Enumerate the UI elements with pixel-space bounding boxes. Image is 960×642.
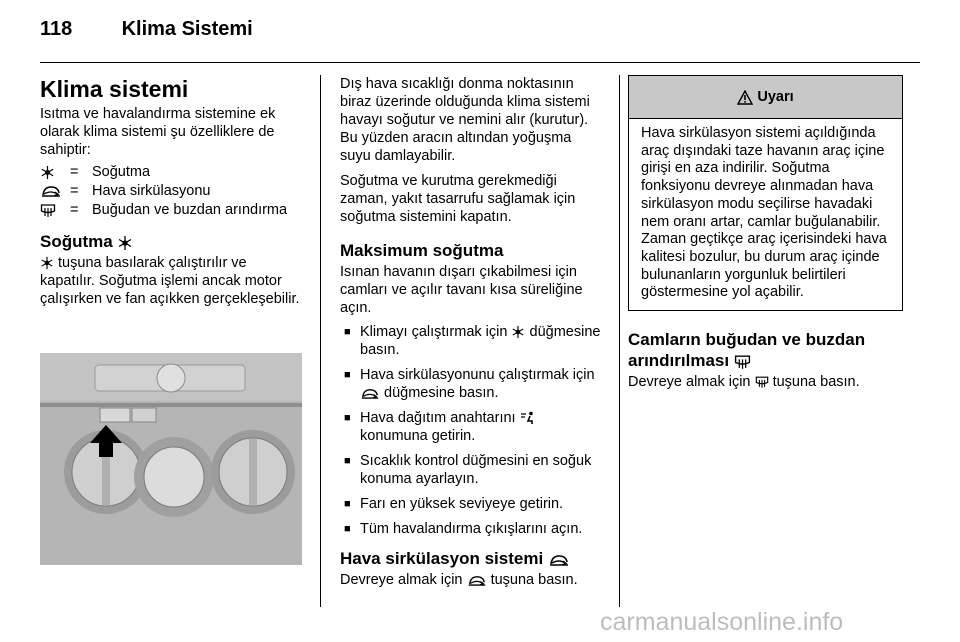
list-item: ■ Hava dağıtım anahtarını konumuna getirin. (340, 409, 605, 445)
definition-row: = Buğudan ve buzdan arındırma (40, 201, 302, 219)
defrost-icon (40, 203, 56, 218)
air-distribution-icon (520, 411, 536, 425)
defrost-text: Devreye almak için tuşuna basın. (628, 374, 860, 391)
warning-icon (737, 90, 753, 105)
warning-box (628, 75, 903, 311)
section-heading-klima: Klima sistemi (40, 76, 189, 102)
watermark: carmanualsonline.info (600, 608, 844, 636)
definition-text: Buğudan ve buzdan arındırma (92, 202, 288, 218)
column-1 (40, 75, 302, 315)
cooling-heading: Soğutma (40, 231, 302, 252)
definition-text: Soğutma (92, 164, 151, 180)
column-divider-2 (619, 75, 620, 607)
header-rule (40, 62, 920, 63)
recirculation-text: Devreye almak için tuşuna basın. (340, 572, 578, 588)
max-cooling-text: Isınan havanın dışarı çıkabilmesi için camları ve açılır tavanı kısa süreliğine açın. (340, 264, 583, 316)
defrost-icon (734, 354, 751, 370)
intro-text: Isıtma ve havalandırma sistemine ek olarak klima sistemi şu özelliklere de sahiptir: (40, 106, 276, 158)
list-item: ■ Klimayı çalıştırmak için düğmesine basın. (340, 323, 605, 359)
cooling-text: tuşuna basılarak çalıştırılır ve kapatılır. Soğutma işlemi ancak motor çalışırken ve fan açıkken gerçekleşebilir. (40, 255, 300, 307)
definition-row: = Hava sirkülasyonu (40, 182, 302, 200)
snowflake-icon (511, 325, 525, 339)
max-cooling-heading: Maksimum soğutma (340, 241, 504, 260)
recirculation-icon (360, 387, 380, 400)
recirculation-icon (467, 574, 487, 587)
column-2 (340, 75, 605, 596)
definition-row: = Soğutma (40, 163, 302, 181)
recirculation-icon (548, 553, 570, 567)
paragraph-2: Soğutma ve kurutma gerekmediği zaman, yakıt tasarrufu sağlamak için soğutma sistemini kapatın. (340, 173, 576, 225)
defrost-heading: Camların buğudan ve buzdan arındırılması (628, 330, 866, 371)
page-header (40, 18, 253, 41)
symbol-definitions (40, 163, 302, 219)
snowflake-icon (40, 165, 55, 180)
list-item: ■ Tüm havalandırma çıkışlarını açın. (340, 520, 605, 538)
recirculation-icon (40, 184, 62, 198)
list-item: ■ Sıcaklık kontrol düğmesini en soğuk konuma ayarlayın. (340, 452, 605, 488)
defrost-icon (755, 375, 769, 389)
page-number: 118 (40, 18, 73, 40)
warning-header (629, 76, 902, 119)
steps-list (340, 323, 605, 538)
snowflake-icon (117, 235, 133, 251)
list-item: ■ Hava sirkülasyonunu çalıştırmak için düğmesine basın. (340, 366, 605, 402)
warning-text: Hava sirkülasyon sistemi açıldığında araç dışındaki taze havanın araç içine girişi en aza indirilir. Soğutma fonksiyonu devreye alınmadan hava sirkülasyon modu seçilirse havadaki nem oranı artar, camlar buğulanabilir. Zaman geçtikçe araç içerisindeki hava kalitesi bozulur, bu durum araç içinde bulunanların yorgunluk belirtileri göstermesine yol açabilir. (641, 125, 887, 301)
recirculation-heading: Hava sirkülasyon sistemi (340, 548, 605, 569)
snowflake-icon (40, 256, 54, 270)
list-item: ■ Farı en yüksek seviyeye getirin. (340, 495, 605, 513)
column-3 (628, 75, 903, 398)
paragraph-1: Dış hava sıcaklığı donma noktasının biraz üzerinde olduğunda klima sistemi havayı soğutur ve nemini alır (kurutur). Bu yüzden aracın altından yoğuşma suyu damlayabilir. (340, 76, 590, 164)
definition-text: Hava sirkülasyonu (92, 183, 211, 199)
chapter-title: Klima Sistemi (121, 18, 253, 40)
column-divider-1 (320, 75, 321, 607)
warning-title: Uyarı (757, 89, 794, 105)
climate-control-panel-image (40, 353, 302, 565)
